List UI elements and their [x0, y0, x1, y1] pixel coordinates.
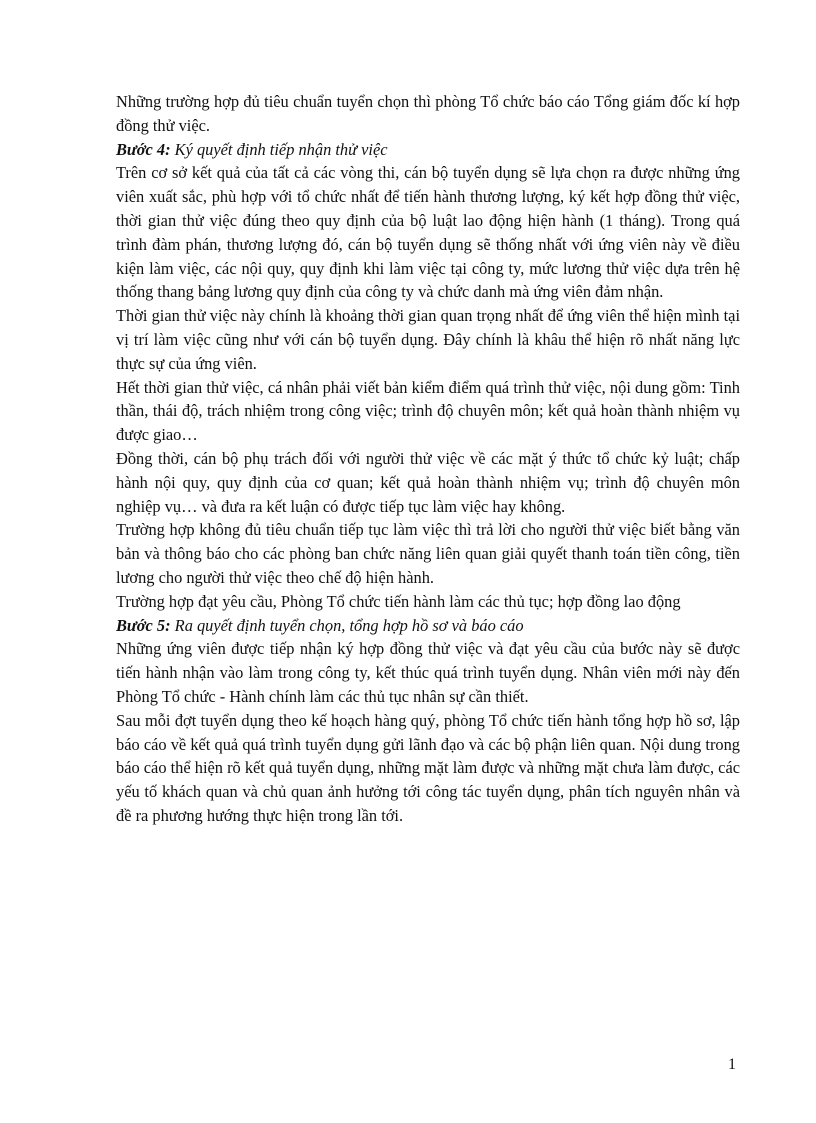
paragraph-contract-approval: Những trường hợp đủ tiêu chuẩn tuyển chọn thì phòng Tổ chức báo cáo Tổng giám đốc kí hợp đồng thử việc.	[116, 92, 740, 135]
paragraph-recruitment-report: Sau mỗi đợt tuyển dụng theo kế hoạch hàng quý, phòng Tổ chức tiến hành tổng hợp hồ sơ, lập báo cáo về kết quả quá trình tuyển dụng gửi lãnh đạo và các bộ phận liên quan. Nội dung trong báo cáo thể hiện rõ kết quả tuyển dụng, những mặt làm được và những mặt chưa làm được, các yếu tố khách quan và chủ quan ảnh hưởng tới công tác tuyển dụng, phân tích nguyên nhân và đề ra phương hướng thực hiện trong lần tới.	[116, 710, 740, 825]
paragraph-self-assessment: Hết thời gian thử việc, cá nhân phải viết bản kiểm điểm quá trình thử việc, nội dung gồm: Tinh thần, thái độ, trách nhiệm trong công việc; trình độ chuyên môn; kết quả hoàn thành nhiệm vụ được giao…	[116, 377, 740, 445]
step-5-label: Bước 5:	[116, 615, 171, 635]
paragraph-supervisor-assessment: Đồng thời, cán bộ phụ trách đối với người thử việc về các mặt ý thức tổ chức kỷ luật; chấp hành nội quy, quy định của cơ quan; kết quả hoàn thành nhiệm vụ; trình độ chuyên môn nghiệp vụ… và đưa ra kết luận có được tiếp tục làm việc hay không.	[116, 448, 740, 516]
page-body	[116, 90, 740, 828]
step-4-label: Bước 4:	[116, 139, 171, 159]
step-4-title: Ký quyết định tiếp nhận thử việc	[170, 139, 388, 159]
paragraph-probation-period: Thời gian thử việc này chính là khoảng thời gian quan trọng nhất để ứng viên thể hiện mình tại vị trí làm việc cũng như với cán bộ tuyển dụng. Đây chính là khâu thể hiện rõ nhất năng lực thực sự của ứng viên.	[116, 306, 740, 373]
paragraph-qualified: Trường hợp đạt yêu cầu, Phòng Tổ chức tiến hành làm các thủ tục; hợp đồng lao động	[116, 591, 681, 611]
step-4-heading	[116, 138, 740, 162]
step-5-heading	[116, 614, 740, 638]
paragraph-hiring-decision: Những ứng viên được tiếp nhận ký hợp đồng thử việc và đạt yêu cầu của bước này sẽ được tiến hành nhận vào làm trong công ty, kết thúc quá trình tuyển dụng. Nhân viên mới này đến Phòng Tổ chức - Hành chính làm các thủ tục nhân sự cần thiết.	[116, 639, 740, 706]
paragraph-not-qualified: Trường hợp không đủ tiêu chuẩn tiếp tục làm việc thì trả lời cho người thử việc biết bằng văn bản và thông báo cho các phòng ban chức năng liên quan giải quyết thanh toán tiền công, tiền lương cho người thử việc theo chế độ hiện hành.	[116, 520, 740, 587]
paragraph-probation-negotiation: Trên cơ sở kết quả của tất cả các vòng thi, cán bộ tuyển dụng sẽ lựa chọn ra được những ứng viên xuất sắc, phù hợp với tổ chức nhất để tiến hành thương lượng, ký kết hợp đồng thử việc, thời gian thử việc đúng theo quy định của bộ luật lao động hiện hành (1 tháng). Trong quá trình đàm phán, thương lượng đó, cán bộ tuyển dụng sẽ thống nhất với ứng viên này về điều kiện làm việc, các nội quy, quy định khi làm việc tại công ty, mức lương thử việc dựa trên hệ thống thang bảng lương quy định của công ty và chức danh mà ứng viên đảm nhận.	[116, 163, 740, 302]
page-number: 1	[728, 1056, 736, 1073]
step-5-title: Ra quyết định tuyển chọn, tổng hợp hồ sơ và báo cáo	[170, 615, 524, 635]
